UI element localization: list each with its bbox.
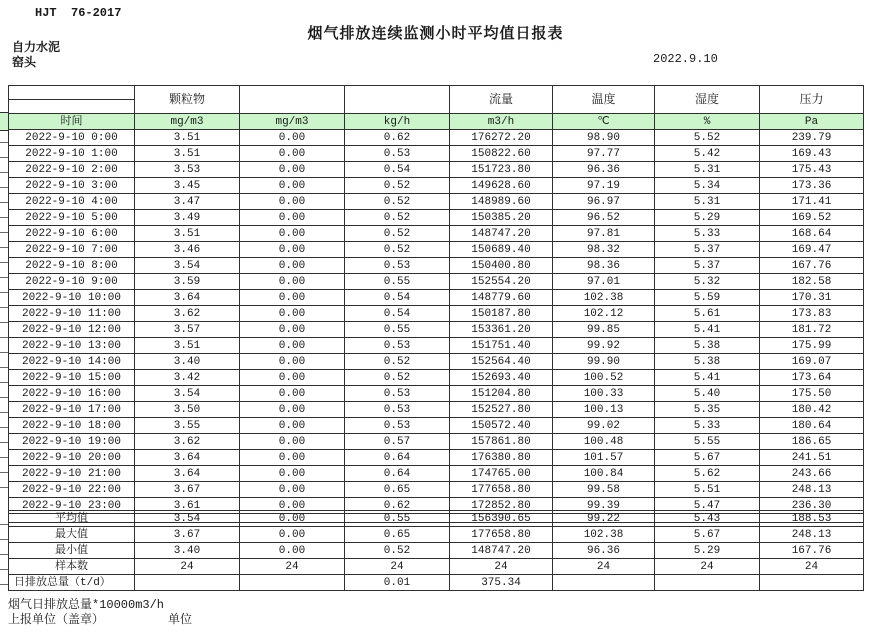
reporting-unit-label: 上报单位（盖章） xyxy=(8,613,105,627)
value-cell: 170.31 xyxy=(760,290,864,306)
value-cell: 0.00 xyxy=(240,162,345,178)
value-cell: 0.52 xyxy=(345,354,450,370)
value-cell: 99.22 xyxy=(553,511,655,527)
value-cell: 3.54 xyxy=(135,386,240,402)
value-cell: 0.00 xyxy=(240,338,345,354)
table-row xyxy=(9,274,864,290)
value-cell: 5.62 xyxy=(655,466,760,482)
value-cell: 0.00 xyxy=(240,242,345,258)
value-cell: 5.41 xyxy=(655,322,760,338)
group-header-cell xyxy=(240,86,345,114)
value-cell: 176380.80 xyxy=(450,450,553,466)
table-row xyxy=(9,242,864,258)
value-cell: 0.53 xyxy=(345,418,450,434)
table-row xyxy=(9,210,864,226)
value-cell: 99.58 xyxy=(553,482,655,498)
value-cell: 243.66 xyxy=(760,466,864,482)
group-header-cell xyxy=(345,86,450,114)
value-cell: 175.43 xyxy=(760,162,864,178)
row-label-cell: 2022-9-10 20:00 xyxy=(9,450,135,466)
value-cell: 96.97 xyxy=(553,194,655,210)
row-label-cell: 最大值 xyxy=(9,527,135,543)
value-cell: 0.00 xyxy=(240,466,345,482)
value-cell: 173.64 xyxy=(760,370,864,386)
value-cell: 5.31 xyxy=(655,162,760,178)
row-label-cell: 2022-9-10 6:00 xyxy=(9,226,135,242)
value-cell xyxy=(655,575,760,591)
value-cell: 148747.20 xyxy=(450,226,553,242)
table-row xyxy=(9,527,864,543)
table-row xyxy=(9,402,864,418)
row-label-cell: 2022-9-10 14:00 xyxy=(9,354,135,370)
value-cell: 149628.60 xyxy=(450,178,553,194)
value-cell: 24 xyxy=(553,559,655,575)
value-cell: 153361.20 xyxy=(450,322,553,338)
value-cell: 169.07 xyxy=(760,354,864,370)
value-cell: 0.53 xyxy=(345,338,450,354)
value-cell: 100.84 xyxy=(553,466,655,482)
value-cell: 180.64 xyxy=(760,418,864,434)
value-cell: 5.33 xyxy=(655,226,760,242)
row-label-cell: 2022-9-10 11:00 xyxy=(9,306,135,322)
value-cell: 188.53 xyxy=(760,511,864,527)
value-cell: 148747.20 xyxy=(450,543,553,559)
value-cell: 5.61 xyxy=(655,306,760,322)
table-row xyxy=(9,370,864,386)
value-cell: 180.42 xyxy=(760,402,864,418)
group-header-cell xyxy=(9,86,135,100)
value-cell: 0.52 xyxy=(345,178,450,194)
standard-code: HJT 76-2017 xyxy=(35,6,122,20)
row-label-cell: 2022-9-10 4:00 xyxy=(9,194,135,210)
row-label-cell: 2022-9-10 2:00 xyxy=(9,162,135,178)
value-cell: 0.00 xyxy=(240,210,345,226)
table-row xyxy=(9,575,864,591)
value-cell: 5.67 xyxy=(655,527,760,543)
value-cell: 3.42 xyxy=(135,370,240,386)
value-cell: 101.57 xyxy=(553,450,655,466)
value-cell: 174765.00 xyxy=(450,466,553,482)
value-cell: 3.54 xyxy=(135,511,240,527)
unit-label: 单位 xyxy=(168,613,193,627)
value-cell: 0.00 xyxy=(240,226,345,242)
unit-cell: Pa xyxy=(760,114,864,130)
unit-cell: mg/m3 xyxy=(135,114,240,130)
value-cell: 24 xyxy=(240,559,345,575)
value-cell: 5.52 xyxy=(655,130,760,146)
value-cell: 5.40 xyxy=(655,386,760,402)
value-cell: 99.02 xyxy=(553,418,655,434)
value-cell: 0.64 xyxy=(345,466,450,482)
value-cell: 0.01 xyxy=(345,575,450,591)
row-label-cell: 2022-9-10 12:00 xyxy=(9,322,135,338)
value-cell: 0.00 xyxy=(240,258,345,274)
value-cell: 3.59 xyxy=(135,274,240,290)
value-cell: 151723.80 xyxy=(450,162,553,178)
value-cell: 172852.80 xyxy=(450,498,553,514)
value-cell: 156390.65 xyxy=(450,511,553,527)
row-label-cell: 2022-9-10 15:00 xyxy=(9,370,135,386)
unit-cell: kg/h xyxy=(345,114,450,130)
value-cell: 0.00 xyxy=(240,482,345,498)
row-label-cell: 最小值 xyxy=(9,543,135,559)
value-cell: 99.39 xyxy=(553,498,655,514)
value-cell: 100.48 xyxy=(553,434,655,450)
row-label-cell: 2022-9-10 17:00 xyxy=(9,402,135,418)
value-cell: 0.55 xyxy=(345,322,450,338)
row-label-cell: 2022-9-10 7:00 xyxy=(9,242,135,258)
row-label-cell: 2022-9-10 5:00 xyxy=(9,210,135,226)
value-cell: 0.52 xyxy=(345,370,450,386)
value-cell: 167.76 xyxy=(760,258,864,274)
value-cell: 182.58 xyxy=(760,274,864,290)
value-cell: 24 xyxy=(135,559,240,575)
value-cell: 239.79 xyxy=(760,130,864,146)
value-cell xyxy=(240,575,345,591)
table-row xyxy=(9,322,864,338)
value-cell: 98.36 xyxy=(553,258,655,274)
value-cell: 3.61 xyxy=(135,498,240,514)
value-cell: 0.52 xyxy=(345,242,450,258)
row-label-cell: 2022-9-10 3:00 xyxy=(9,178,135,194)
value-cell: 5.55 xyxy=(655,434,760,450)
row-label-cell: 样本数 xyxy=(9,559,135,575)
value-cell: 0.00 xyxy=(240,511,345,527)
value-cell: 3.53 xyxy=(135,162,240,178)
value-cell: 5.41 xyxy=(655,370,760,386)
value-cell: 5.67 xyxy=(655,450,760,466)
value-cell: 98.32 xyxy=(553,242,655,258)
row-label-cell: 2022-9-10 18:00 xyxy=(9,418,135,434)
row-label-cell: 2022-9-10 0:00 xyxy=(9,130,135,146)
table-row xyxy=(9,258,864,274)
value-cell: 0.00 xyxy=(240,194,345,210)
value-cell: 173.83 xyxy=(760,306,864,322)
table-row xyxy=(9,162,864,178)
row-label-cell: 2022-9-10 10:00 xyxy=(9,290,135,306)
value-cell: 0.00 xyxy=(240,322,345,338)
value-cell: 0.62 xyxy=(345,130,450,146)
value-cell: 0.57 xyxy=(345,434,450,450)
value-cell: 148779.60 xyxy=(450,290,553,306)
table-row xyxy=(9,559,864,575)
group-header-row xyxy=(9,86,864,100)
value-cell: 0.52 xyxy=(345,226,450,242)
value-cell: 24 xyxy=(655,559,760,575)
value-cell: 375.34 xyxy=(450,575,553,591)
table-row xyxy=(9,146,864,162)
value-cell: 5.43 xyxy=(655,511,760,527)
value-cell: 151751.40 xyxy=(450,338,553,354)
value-cell: 5.34 xyxy=(655,178,760,194)
value-cell: 5.33 xyxy=(655,418,760,434)
value-cell: 175.99 xyxy=(760,338,864,354)
hourly-data-table xyxy=(8,85,864,523)
value-cell: 3.67 xyxy=(135,527,240,543)
value-cell: 169.43 xyxy=(760,146,864,162)
value-cell: 0.53 xyxy=(345,386,450,402)
value-cell: 3.51 xyxy=(135,338,240,354)
value-cell: 5.42 xyxy=(655,146,760,162)
table-row xyxy=(9,482,864,498)
value-cell: 97.81 xyxy=(553,226,655,242)
row-label-cell: 2022-9-10 1:00 xyxy=(9,146,135,162)
value-cell: 100.33 xyxy=(553,386,655,402)
value-cell: 24 xyxy=(450,559,553,575)
summary-rows xyxy=(9,511,864,591)
value-cell: 98.90 xyxy=(553,130,655,146)
value-cell: 5.51 xyxy=(655,482,760,498)
value-cell: 0.00 xyxy=(240,354,345,370)
value-cell: 0.64 xyxy=(345,450,450,466)
value-cell: 97.77 xyxy=(553,146,655,162)
value-cell: 102.38 xyxy=(553,290,655,306)
row-label-cell: 平均值 xyxy=(9,511,135,527)
value-cell: 3.45 xyxy=(135,178,240,194)
value-cell: 3.67 xyxy=(135,482,240,498)
group-header-flow: 流量 xyxy=(450,86,553,114)
value-cell: 3.40 xyxy=(135,543,240,559)
flow-total-note: 烟气日排放总量*10000m3/h xyxy=(8,598,165,612)
value-cell: 0.62 xyxy=(345,498,450,514)
value-cell: 0.65 xyxy=(345,482,450,498)
value-cell: 0.00 xyxy=(240,290,345,306)
value-cell: 97.19 xyxy=(553,178,655,194)
table-row xyxy=(9,338,864,354)
value-cell: 102.12 xyxy=(553,306,655,322)
value-cell: 3.51 xyxy=(135,226,240,242)
value-cell: 0.00 xyxy=(240,274,345,290)
value-cell: 3.40 xyxy=(135,354,240,370)
report-title: 烟气排放连续监测小时平均值日报表 xyxy=(307,26,564,43)
value-cell: 152564.40 xyxy=(450,354,553,370)
units-row xyxy=(9,114,864,130)
value-cell: 5.37 xyxy=(655,242,760,258)
unit-cell: mg/m3 xyxy=(240,114,345,130)
value-cell: 0.53 xyxy=(345,258,450,274)
table-row xyxy=(9,194,864,210)
value-cell: 99.92 xyxy=(553,338,655,354)
value-cell: 3.55 xyxy=(135,418,240,434)
value-cell: 0.52 xyxy=(345,194,450,210)
value-cell: 177658.80 xyxy=(450,482,553,498)
group-header-particulate: 颗粒物 xyxy=(135,86,240,114)
value-cell: 150187.80 xyxy=(450,306,553,322)
row-label-cell: 2022-9-10 19:00 xyxy=(9,434,135,450)
value-cell: 248.13 xyxy=(760,482,864,498)
monitor-point: 窑头 xyxy=(12,56,37,70)
value-cell xyxy=(135,575,240,591)
table-row xyxy=(9,354,864,370)
row-label-cell: 日排放总量（t/d） xyxy=(9,575,135,591)
value-cell: 3.64 xyxy=(135,466,240,482)
value-cell: 3.62 xyxy=(135,434,240,450)
group-header-temperature: 温度 xyxy=(553,86,655,114)
table-row xyxy=(9,290,864,306)
value-cell: 169.52 xyxy=(760,210,864,226)
value-cell: 3.64 xyxy=(135,290,240,306)
unit-cell: m3/h xyxy=(450,114,553,130)
value-cell: 176272.20 xyxy=(450,130,553,146)
value-cell: 0.52 xyxy=(345,210,450,226)
table-row xyxy=(9,306,864,322)
value-cell: 99.85 xyxy=(553,322,655,338)
value-cell: 0.00 xyxy=(240,130,345,146)
value-cell: 3.51 xyxy=(135,146,240,162)
group-header-humidity: 湿度 xyxy=(655,86,760,114)
value-cell: 96.36 xyxy=(553,162,655,178)
value-cell: 5.29 xyxy=(655,210,760,226)
table-row xyxy=(9,450,864,466)
value-cell: 100.13 xyxy=(553,402,655,418)
value-cell: 100.52 xyxy=(553,370,655,386)
table-row xyxy=(9,386,864,402)
value-cell: 0.52 xyxy=(345,543,450,559)
company-name: 自力水泥 xyxy=(12,41,61,55)
value-cell: 150400.80 xyxy=(450,258,553,274)
value-cell: 5.59 xyxy=(655,290,760,306)
value-cell: 3.51 xyxy=(135,130,240,146)
value-cell: 0.00 xyxy=(240,370,345,386)
group-header-pressure: 压力 xyxy=(760,86,864,114)
value-cell: 150572.40 xyxy=(450,418,553,434)
unit-cell: % xyxy=(655,114,760,130)
report-date: 2022.9.10 xyxy=(653,52,718,66)
value-cell: 0.00 xyxy=(240,543,345,559)
value-cell: 0.53 xyxy=(345,402,450,418)
value-cell: 0.00 xyxy=(240,178,345,194)
value-cell: 236.30 xyxy=(760,498,864,514)
value-cell: 152554.20 xyxy=(450,274,553,290)
time-column-header: 时间 xyxy=(9,114,135,130)
value-cell: 0.00 xyxy=(240,434,345,450)
table-row xyxy=(9,434,864,450)
value-cell xyxy=(553,575,655,591)
value-cell: 0.53 xyxy=(345,146,450,162)
value-cell: 150689.40 xyxy=(450,242,553,258)
value-cell: 5.47 xyxy=(655,498,760,514)
value-cell: 167.76 xyxy=(760,543,864,559)
value-cell: 0.00 xyxy=(240,402,345,418)
unit-cell: ℃ xyxy=(553,114,655,130)
value-cell: 3.54 xyxy=(135,258,240,274)
row-label-cell: 2022-9-10 9:00 xyxy=(9,274,135,290)
value-cell: 102.38 xyxy=(553,527,655,543)
value-cell: 148989.60 xyxy=(450,194,553,210)
table-row xyxy=(9,543,864,559)
value-cell: 186.65 xyxy=(760,434,864,450)
value-cell: 3.49 xyxy=(135,210,240,226)
value-cell: 5.38 xyxy=(655,354,760,370)
value-cell: 24 xyxy=(345,559,450,575)
value-cell: 96.36 xyxy=(553,543,655,559)
value-cell: 173.36 xyxy=(760,178,864,194)
row-label-cell: 2022-9-10 8:00 xyxy=(9,258,135,274)
value-cell: 97.01 xyxy=(553,274,655,290)
value-cell: 5.31 xyxy=(655,194,760,210)
value-cell: 5.32 xyxy=(655,274,760,290)
value-cell: 3.47 xyxy=(135,194,240,210)
value-cell: 152527.80 xyxy=(450,402,553,418)
row-label-cell: 2022-9-10 21:00 xyxy=(9,466,135,482)
value-cell: 3.57 xyxy=(135,322,240,338)
value-cell: 0.55 xyxy=(345,274,450,290)
value-cell: 3.62 xyxy=(135,306,240,322)
sheet-edge-gridlines xyxy=(0,128,8,489)
value-cell: 3.64 xyxy=(135,450,240,466)
sheet-edge-gridlines xyxy=(0,510,8,586)
value-cell: 152693.40 xyxy=(450,370,553,386)
value-cell: 99.90 xyxy=(553,354,655,370)
value-cell: 0.54 xyxy=(345,290,450,306)
value-cell: 181.72 xyxy=(760,322,864,338)
value-cell: 157861.80 xyxy=(450,434,553,450)
value-cell: 0.00 xyxy=(240,386,345,402)
value-cell xyxy=(760,575,864,591)
value-cell: 151204.80 xyxy=(450,386,553,402)
value-cell: 3.50 xyxy=(135,402,240,418)
table-row xyxy=(9,178,864,194)
value-cell: 171.41 xyxy=(760,194,864,210)
value-cell: 0.00 xyxy=(240,146,345,162)
value-cell: 0.54 xyxy=(345,162,450,178)
value-cell: 0.65 xyxy=(345,527,450,543)
table-row xyxy=(9,226,864,242)
value-cell: 0.54 xyxy=(345,306,450,322)
table-row xyxy=(9,466,864,482)
value-cell: 175.50 xyxy=(760,386,864,402)
value-cell: 0.55 xyxy=(345,511,450,527)
value-cell: 0.00 xyxy=(240,450,345,466)
value-cell: 96.52 xyxy=(553,210,655,226)
value-cell: 248.13 xyxy=(760,527,864,543)
row-label-cell: 2022-9-10 23:00 xyxy=(9,498,135,514)
value-cell: 241.51 xyxy=(760,450,864,466)
value-cell: 5.38 xyxy=(655,338,760,354)
hourly-rows xyxy=(9,130,864,514)
value-cell: 150385.20 xyxy=(450,210,553,226)
value-cell: 0.00 xyxy=(240,418,345,434)
row-label-cell: 2022-9-10 13:00 xyxy=(9,338,135,354)
value-cell: 150822.60 xyxy=(450,146,553,162)
value-cell: 5.37 xyxy=(655,258,760,274)
value-cell: 3.46 xyxy=(135,242,240,258)
value-cell: 0.00 xyxy=(240,306,345,322)
value-cell: 24 xyxy=(760,559,864,575)
value-cell: 5.35 xyxy=(655,402,760,418)
value-cell: 177658.80 xyxy=(450,527,553,543)
value-cell: 169.47 xyxy=(760,242,864,258)
value-cell: 5.29 xyxy=(655,543,760,559)
value-cell: 0.00 xyxy=(240,527,345,543)
table-row xyxy=(9,418,864,434)
row-label-cell: 2022-9-10 22:00 xyxy=(9,482,135,498)
table-row xyxy=(9,511,864,527)
row-label-cell: 2022-9-10 16:00 xyxy=(9,386,135,402)
summary-table xyxy=(8,510,864,591)
group-header-cell xyxy=(9,100,135,114)
value-cell: 168.64 xyxy=(760,226,864,242)
table-row xyxy=(9,130,864,146)
value-cell: 0.00 xyxy=(240,498,345,514)
